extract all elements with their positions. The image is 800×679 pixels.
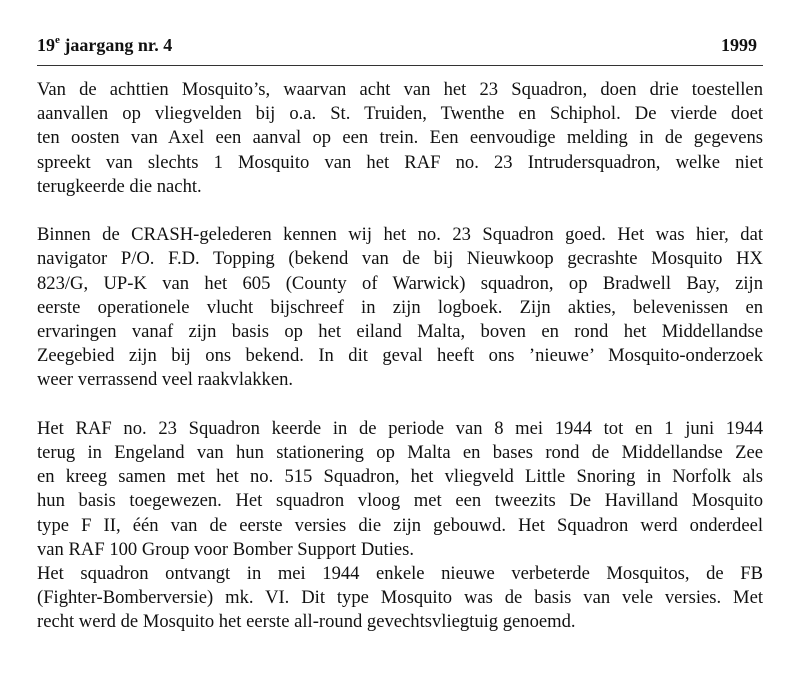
text-line: terugkeerde die nacht. — [37, 175, 202, 197]
page-header — [37, 0, 763, 66]
text-line: terug in Engeland van hun stationering op Malta en bases rond de Middellandse Zee — [37, 442, 763, 464]
volume-number: 19 — [37, 35, 55, 55]
text-line: type F II, één van de eerste versies die zijn gebouwd. Het Squadron werd onderdeel — [37, 514, 763, 536]
text-line: weer verrassend veel raakvlakken. — [37, 369, 294, 391]
text-line: eerste operationele vlucht bijschreef in zijn logboek. Zijn akties, belevenissen en — [37, 296, 763, 318]
text-line: (Fighter-Bomberversie) mk. VI. Dit type Mosquito was de basis van vele versies. Met — [37, 587, 763, 609]
text-line: 823/G, UP-K van het 605 (County of Warwick) squadron, op Bradwell Bay, zijn — [37, 272, 763, 294]
text-line: ten oosten van Axel een aanval op een trein. Een eenvoudige melding in de gegevens — [37, 127, 763, 149]
text-line: ervaringen vanaf zijn basis op het eiland Malta, boven en rond het Middellandse — [37, 321, 763, 343]
volume-rest: jaargang nr. 4 — [59, 35, 173, 55]
issue-label — [37, 34, 172, 56]
text-line: Het squadron ontvangt in mei 1944 enkele nieuwe verbeterde Mosquitos, de FB — [37, 563, 763, 585]
text-line: recht werd de Mosquito het eerste all-round gevechtsvliegtuig genoemd. — [37, 611, 576, 633]
text-line: van RAF 100 Group voor Bomber Support Duties. — [37, 538, 415, 560]
paragraph-2 — [37, 223, 763, 392]
text-line: navigator P/O. F.D. Topping (bekend van de bij Nieuwkoop gecrashte Mosquito HX — [37, 248, 763, 270]
paragraph-3 — [37, 417, 763, 562]
paragraph-4 — [37, 562, 763, 635]
text-line: Het RAF no. 23 Squadron keerde in de periode van 8 mei 1944 tot en 1 juni 1944 — [37, 417, 763, 439]
text-line: hun basis toegewezen. Het squadron vloog met een tweezits De Havilland Mosquito — [37, 490, 763, 512]
text-line: Binnen de CRASH-gelederen kennen wij het no. 23 Squadron goed. Het was hier, dat — [37, 224, 763, 246]
text-line: aanvallen op vliegvelden bij o.a. St. Truiden, Twenthe en Schiphol. De vierde doet — [37, 103, 763, 125]
text-line: Van de achttien Mosquito’s, waarvan acht van het 23 Squadron, doen drie toestellen — [37, 79, 763, 100]
text-line: en kreeg samen met het no. 515 Squadron, het vliegveld Little Snoring in Norfolk als — [37, 466, 763, 488]
article-body — [37, 78, 763, 635]
document-page — [37, 0, 763, 633]
text-line: Zeegebied zijn bij ons bekend. In dit geval heeft ons ’nieuwe’ Mosquito-onderzoek — [37, 345, 763, 367]
issue-year: 1999 — [721, 35, 757, 55]
text-line: spreekt van slechts 1 Mosquito van het RAF no. 23 Intrudersquadron, welke niet — [37, 151, 763, 173]
paragraph-1 — [37, 78, 763, 199]
volume-suffix: e — [55, 34, 60, 46]
